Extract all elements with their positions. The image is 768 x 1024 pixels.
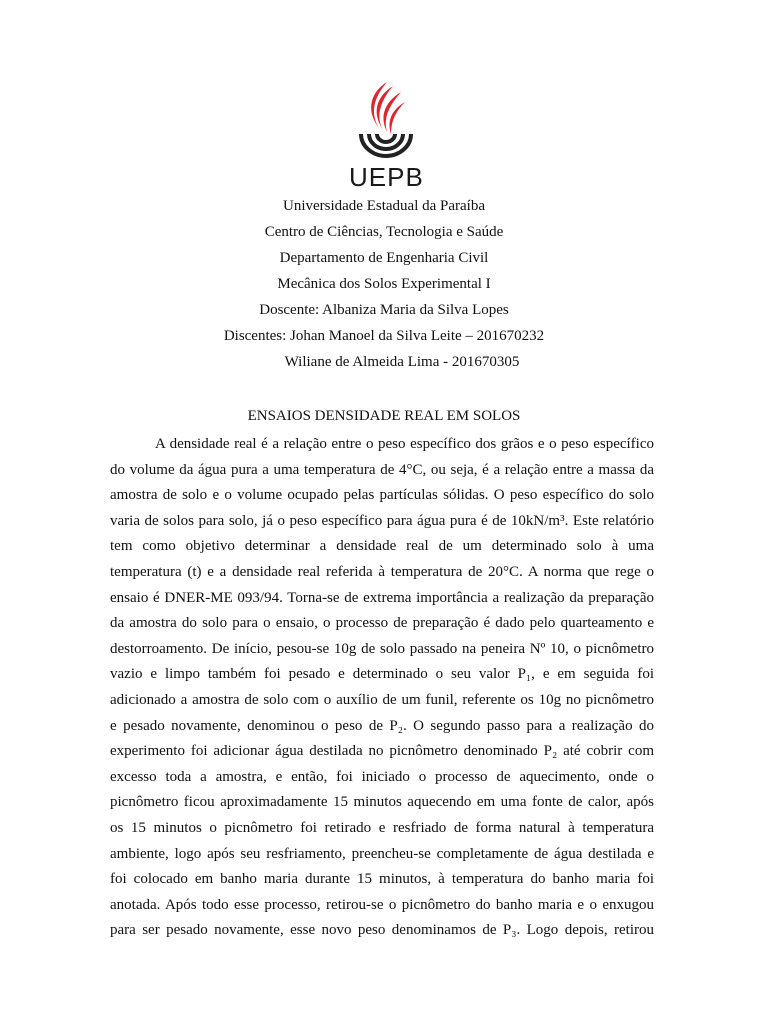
body-line: anotada. Após todo esse processo, retirou-se o picnômetro do banho maria e o enxugou (110, 896, 654, 913)
logo-text: UEPB (349, 162, 424, 192)
university-name: Universidade Estadual da Paraíba (282, 198, 485, 214)
body-line: temperatura (t) e a densidade real referida à temperatura de 20°C. A norma que rege o (110, 563, 654, 580)
body-line: ambiente, logo após seu resfriamento, preencheu-se completamente de água destilada e (110, 845, 654, 862)
document-title: ENSAIOS DENSIDADE REAL EM SOLOS (247, 408, 521, 424)
body-line: da amostra do solo para o ensaio, o processo de preparação é dado pelo quarteamento e (110, 615, 654, 632)
body-line: experimento foi adicionar água destilada no picnômetro denominado P₂ até cobrir com (110, 743, 654, 760)
body-paragraph (110, 432, 654, 944)
body-line: adicionado a amostra de solo com o auxílio de um funil, referente os 10g no picnômetro (110, 691, 654, 708)
body-line: amostra de solo e o volume ocupado pelas partículas sólidas. O peso específico do solo (110, 487, 654, 504)
students-line-1: Discentes: Johan Manoel da Silva Leite – 201670232 (223, 328, 545, 344)
uepb-logo (349, 82, 423, 192)
body-line: e pesado novamente, denominou o peso de P₂. O segundo passo para a realização do (110, 717, 654, 734)
body-line: excesso toda a amostra, e então, foi iniciado o processo de aquecimento, onde o (110, 768, 654, 785)
document-header (0, 193, 768, 375)
body-line: picnômetro ficou aproximadamente 15 minutos aquecendo em uma fonte de calor, após (110, 794, 654, 811)
body-line: foi colocado em banho maria durante 15 minutos, à temperatura do banho maria foi (110, 871, 654, 888)
department-name: Departamento de Engenharia Civil (279, 250, 489, 266)
body-line: destorroamento. De início, pesou-se 10g de solo passado na peneira Nº 10, o picnômetro (110, 640, 654, 657)
body-line: os 15 minutos o picnômetro foi retirado e resfriado de forma natural à temperatura (110, 819, 654, 836)
body-line: vazio e limpo também foi pesado e determinado o seu valor P₁, e em seguida foi (110, 666, 654, 683)
students-line-2: Wiliane de Almeida Lima - 201670305 (284, 354, 520, 370)
body-line: varia de solos para solo, já o peso específico para água pura é de 10kN/m³. Este relatório (110, 512, 654, 529)
teacher-name: Doscente: Albaniza Maria da Silva Lopes (259, 302, 509, 318)
body-line: para ser pesado novamente, esse novo peso denominamos de P₃. Logo depois, retirou (110, 922, 654, 939)
course-name: Mecânica dos Solos Experimental I (277, 276, 491, 292)
flame-emblem-icon (349, 82, 423, 162)
body-line: A densidade real é a relação entre o peso específico dos grãos e o peso específico (155, 436, 654, 452)
body-line: ensaio é DNER-ME 093/94. Torna-se de extrema importância a realização da preparação (110, 589, 654, 606)
body-line: tem como objetivo determinar a densidade real de um determinado solo à uma (110, 538, 654, 555)
center-name: Centro de Ciências, Tecnologia e Saúde (264, 224, 504, 240)
body-line: do volume da água pura a uma temperatura de 4°C, ou seja, é a relação entre a massa da (110, 461, 654, 478)
